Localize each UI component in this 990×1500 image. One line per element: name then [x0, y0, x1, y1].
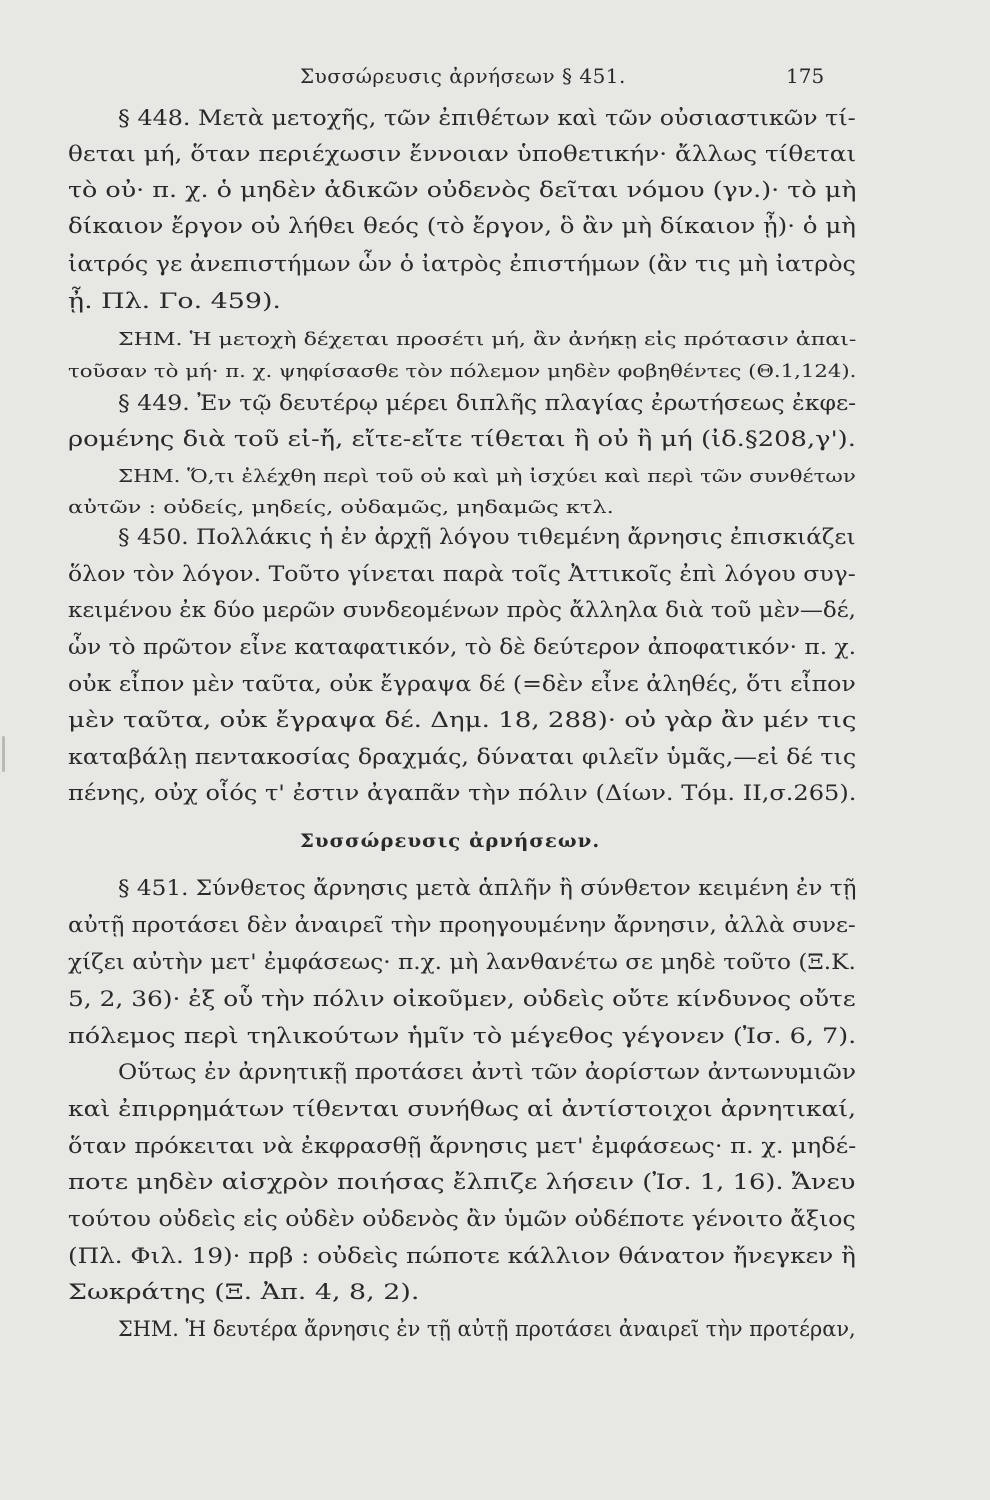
- running-title: Συσσώρευσις ἀρνήσεων § 451.: [300, 64, 626, 88]
- text-line: Σωκράτης (Ξ. Ἀπ. 4, 8, 2).: [68, 1280, 420, 1305]
- text-line: οὐκ εἶπον μὲν ταῦτα, οὐκ ἔγραψα δέ (=δὲν εἶνε ἀληθές, ὅτι εἶπον: [68, 672, 856, 697]
- text-line: τοῦσαν τὸ μή· π. χ. ψηφίσασθε τὸν πόλεμον μηδὲν φοβηθέντες (Θ.1,124).: [68, 361, 857, 382]
- text-line: καταβάλῃ πεντακοσίας δραχμάς, δύναται φιλεῖν ὑμᾶς,—εἰ δέ τις: [68, 745, 857, 770]
- text-line: θεται μή, ὅταν περιέχωσιν ἔννοιαν ὑποθετικήν· ἄλλως τίθεται: [68, 142, 857, 167]
- text-line: τὸ οὐ· π. χ. ὁ μηδὲν ἀδικῶν οὐδενὸς δεῖται νόμου (γν.)· τὸ μὴ: [68, 178, 857, 203]
- text-line: τούτου οὐδεὶς εἰς οὐδὲν οὐδενὸς ἂν ὑμῶν οὐδέποτε γένοιτο ἄξιος: [68, 1207, 856, 1232]
- text-line: ΣΗΜ. Ἡ μετοχὴ δέχεται προσέτι μή, ἂν ἀνήκῃ εἰς πρότασιν ἀπαι-: [118, 329, 857, 350]
- text-line: ὧν τὸ πρῶτον εἶνε καταφατικόν, τὸ δὲ δεύτερον ἀποφατικόν· π. χ.: [68, 635, 857, 660]
- text-line: ᾖ. Πλ. Γο. 459).: [68, 289, 281, 314]
- text-line: ΣΗΜ. Ἡ δευτέρα ἄρνησις ἐν τῇ αὐτῇ προτάσει ἀναιρεῖ τὴν προτέραν,: [118, 1317, 856, 1342]
- text-line: χίζει αὐτὴν μετ' ἐμφάσεως· π.χ. μὴ λανθανέτω σε μηδὲ τοῦτο (Ξ.Κ.: [68, 950, 856, 975]
- text-line: ΣΗΜ. Ὅ,τι ἐλέχθη περὶ τοῦ οὐ καὶ μὴ ἰσχύει καὶ περὶ τῶν συνθέτων: [118, 466, 856, 487]
- text-line: Οὕτως ἐν ἀρνητικῇ προτάσει ἀντὶ τῶν ἀορίστων ἀντωνυμιῶν: [118, 1060, 857, 1085]
- text-line: μὲν ταῦτα, οὐκ ἔγραψα δέ. Δημ. 18, 288)· οὐ γὰρ ἂν μέν τις: [68, 708, 857, 733]
- text-line: § 450. Πολλάκις ἡ ἐν ἀρχῇ λόγου τιθεμένη ἄρνησις ἐπισκιάζει: [118, 525, 856, 550]
- text-line: ποτε μηδὲν αἰσχρὸν ποιήσας ἔλπιζε λήσειν (Ἰσ. 1, 16). Ἄνευ: [68, 1170, 856, 1195]
- running-head: [0, 64, 990, 94]
- text-line: 5, 2, 36)· ἐξ οὗ τὴν πόλιν οἰκοῦμεν, οὐδεὶς οὔτε κίνδυνος οὔτε: [68, 987, 856, 1012]
- text-line: ἰατρός γε ἀνεπιστήμων ὧν ὁ ἰατρὸς ἐπιστήμων (ἂν τις μὴ ἰατρὸς: [68, 252, 856, 277]
- section-heading: Συσσώρευσις ἀρνήσεων.: [300, 830, 601, 852]
- text-line: αὐτῶν : οὐδείς, μηδείς, οὐδαμῶς, μηδαμῶς κτλ.: [68, 497, 614, 518]
- text-line: καὶ ἐπιρρημάτων τίθενται συνήθως αἱ ἀντίστοιχοι ἀρνητικαί,: [68, 1097, 857, 1122]
- page-edge-mark: [2, 736, 5, 772]
- text-line: § 448. Μετὰ μετοχῆς, τῶν ἐπιθέτων καὶ τῶν οὐσιαστικῶν τί-: [118, 106, 856, 131]
- text-line: πένης, οὐχ οἷός τ' ἐστιν ἀγαπᾶν τὴν πόλιν (Δίων. Τόμ. II,σ.265).: [68, 781, 857, 806]
- text-line: πόλεμος περὶ τηλικούτων ἡμῖν τὸ μέγεθος γέγονεν (Ἰσ. 6, 7).: [68, 1024, 857, 1049]
- text-line: δίκαιον ἔργον οὐ λήθει θεός (τὸ ἔργον, ὃ ἂν μὴ δίκαιον ᾖ)· ὁ μὴ: [68, 214, 856, 239]
- text-line: κειμένου ἐκ δύο μερῶν συνδεομένων πρὸς ἄλληλα διὰ τοῦ μὲν—δέ,: [68, 598, 856, 623]
- text-line: ὅλον τὸν λόγον. Τοῦτο γίνεται παρὰ τοῖς Ἀττικοῖς ἐπὶ λόγου συγ-: [68, 562, 856, 587]
- page-number: 175: [786, 64, 825, 88]
- text-line: § 449. Ἐν τῷ δευτέρῳ μέρει διπλῆς πλαγίας ἐρωτήσεως ἐκφε-: [118, 391, 857, 416]
- text-line: § 451. Σύνθετος ἄρνησις μετὰ ἁπλῆν ἢ σύνθετον κειμένη ἐν τῇ: [118, 876, 857, 901]
- text-line: (Πλ. Φιλ. 19)· πρβ : οὐδεὶς πώποτε κάλλιον θάνατον ἤνεγκεν ἢ: [68, 1244, 856, 1269]
- text-line: ρομένης διὰ τοῦ εἰ-ἤ, εἴτε-εἴτε τίθεται ἢ οὐ ἢ μή (ἰδ.§208,γ').: [68, 427, 856, 452]
- text-line: ὅταν πρόκειται νὰ ἐκφρασθῇ ἄρνησις μετ' ἐμφάσεως· π. χ. μηδέ-: [68, 1134, 857, 1159]
- text-line: αὐτῇ προτάσει δὲν ἀναιρεῖ τὴν προηγουμένην ἄρνησιν, ἀλλὰ συνε-: [68, 913, 856, 938]
